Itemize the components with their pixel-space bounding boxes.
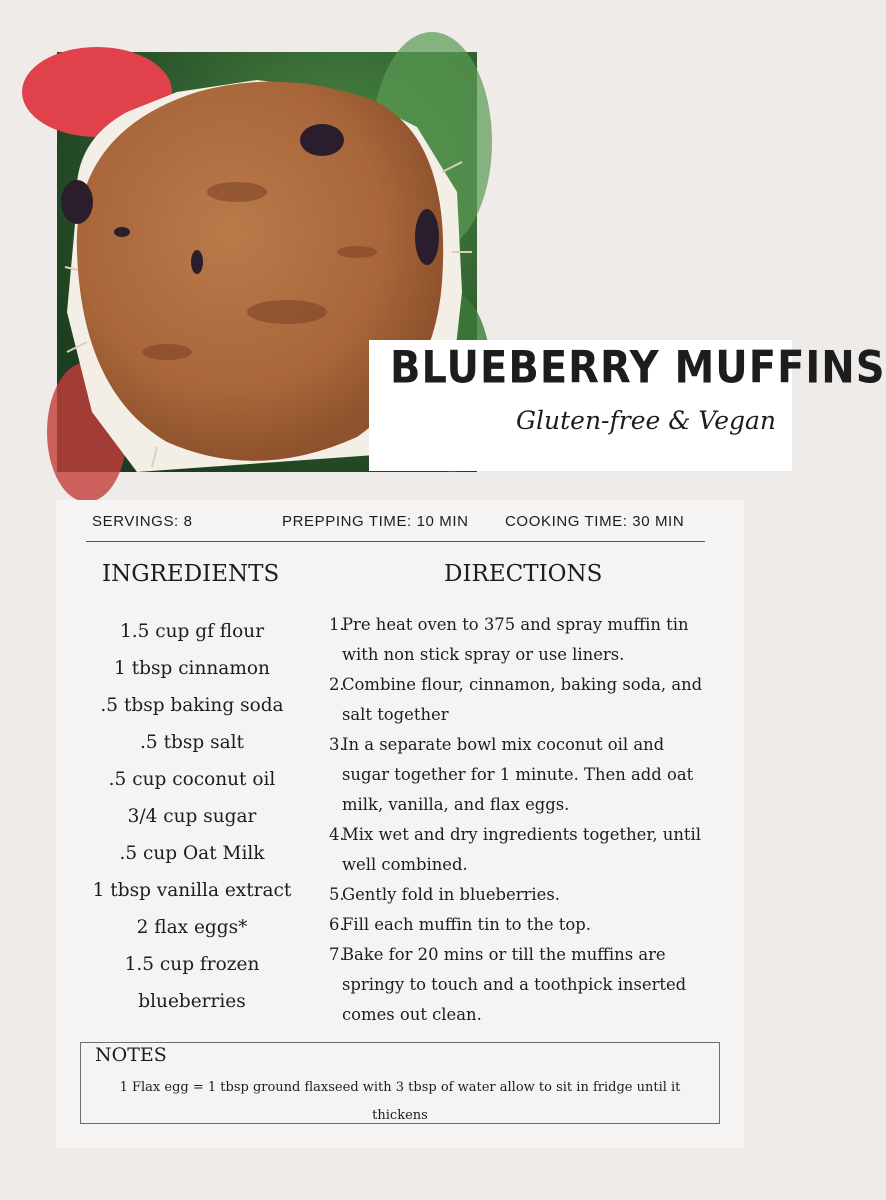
ingredient-item: blueberries bbox=[138, 991, 246, 1012]
ingredients-list bbox=[84, 613, 300, 1020]
step-number: 2. bbox=[329, 675, 345, 694]
step-line: In a separate bowl mix coconut oil and bbox=[342, 735, 665, 754]
direction-step bbox=[321, 940, 721, 1030]
ingredient-item: .5 cup Oat Milk bbox=[119, 843, 265, 864]
step-line: salt together bbox=[342, 705, 449, 724]
step-number: 7. bbox=[329, 945, 345, 964]
notes-box bbox=[80, 1042, 720, 1124]
step-number: 6. bbox=[329, 915, 345, 934]
prep-time-label: PREPPING TIME: 10 MIN bbox=[282, 513, 469, 530]
step-line: Bake for 20 mins or till the muffins are bbox=[342, 945, 666, 964]
notes-heading: NOTES bbox=[95, 1044, 167, 1066]
recipe-card bbox=[56, 500, 744, 1148]
ingredient-item: 1 tbsp vanilla extract bbox=[92, 880, 292, 901]
step-line: well combined. bbox=[342, 855, 468, 874]
cook-time-label: COOKING TIME: 30 MIN bbox=[505, 513, 685, 530]
step-number: 3. bbox=[329, 735, 345, 754]
directions-list bbox=[321, 610, 721, 1030]
ingredient-item: .5 tbsp baking soda bbox=[100, 695, 284, 716]
directions-heading: DIRECTIONS bbox=[444, 561, 603, 587]
step-line: Gently fold in blueberries. bbox=[342, 885, 560, 904]
direction-step bbox=[321, 610, 721, 670]
step-line: Fill each muffin tin to the top. bbox=[342, 915, 591, 934]
title-box bbox=[369, 340, 886, 471]
ingredient-item: 1.5 cup frozen bbox=[124, 954, 260, 975]
step-number: 5. bbox=[329, 885, 345, 904]
servings-label: SERVINGS: 8 bbox=[92, 513, 193, 530]
notes-text: 1 Flax egg = 1 tbsp ground flaxseed with 3 tbsp of water allow to sit in fridge until it thickens bbox=[119, 1080, 681, 1123]
ingredient-item: 1 tbsp cinnamon bbox=[114, 658, 270, 679]
direction-step bbox=[321, 880, 721, 910]
ingredient-item: .5 tbsp salt bbox=[140, 732, 244, 753]
step-number: 1. bbox=[329, 615, 345, 634]
direction-step bbox=[321, 910, 721, 940]
divider bbox=[86, 541, 705, 542]
ingredient-item: 2 flax eggs* bbox=[136, 917, 248, 938]
step-line: springy to touch and a toothpick inserted bbox=[342, 975, 687, 994]
ingredient-item: .5 cup coconut oil bbox=[108, 769, 276, 790]
step-line: Mix wet and dry ingredients together, until bbox=[342, 825, 701, 844]
step-line: with non stick spray or use liners. bbox=[342, 645, 625, 664]
direction-step bbox=[321, 730, 721, 820]
step-line: Pre heat oven to 375 and spray muffin tin bbox=[342, 615, 689, 634]
step-line: Combine flour, cinnamon, baking soda, and bbox=[342, 675, 703, 694]
ingredients-heading: INGREDIENTS bbox=[102, 561, 280, 587]
direction-step bbox=[321, 820, 721, 880]
recipe-title: BLUEBERRY MUFFINS bbox=[390, 342, 886, 394]
recipe-subtitle: Gluten-free & Vegan bbox=[516, 406, 776, 435]
ingredient-item: 1.5 cup gf flour bbox=[119, 621, 265, 642]
step-line: comes out clean. bbox=[342, 1005, 482, 1024]
direction-step bbox=[321, 670, 721, 730]
ingredient-item: 3/4 cup sugar bbox=[127, 806, 257, 827]
step-number: 4. bbox=[329, 825, 345, 844]
step-line: sugar together for 1 minute. Then add oat bbox=[342, 765, 694, 784]
step-line: milk, vanilla, and flax eggs. bbox=[342, 795, 570, 814]
